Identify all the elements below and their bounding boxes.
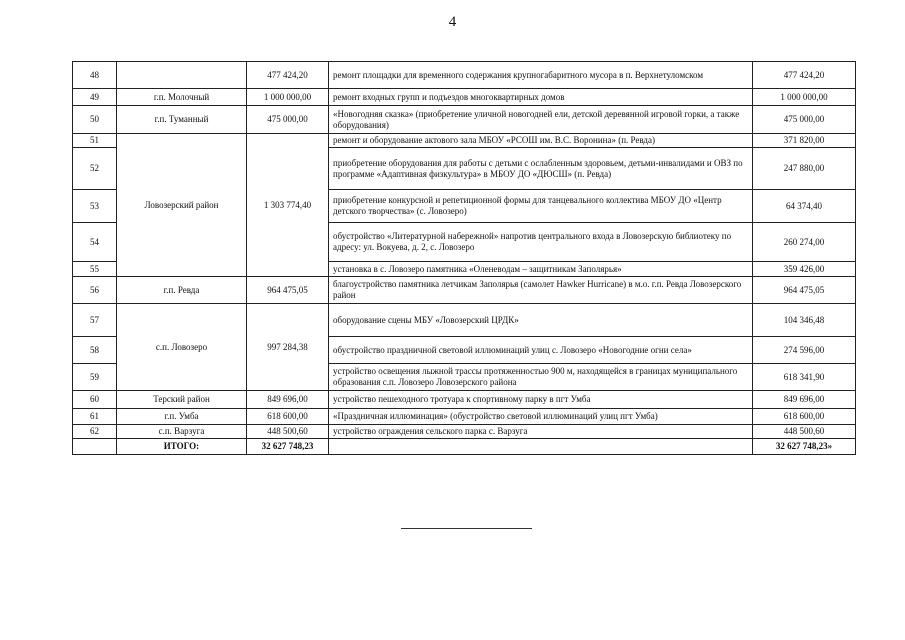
row-number: 58 (73, 337, 117, 364)
allocation-cell: 849 696,00 (247, 391, 329, 409)
allocation-cell: 964 475,05 (247, 277, 329, 304)
table-row (73, 106, 856, 134)
row-number: 48 (73, 62, 117, 89)
description-cell: устройство освещения лыжной трассы протяженностью 900 м, находящейся в границах муниципального образования с.п. Ловозеро Ловозерского района (329, 364, 753, 391)
row-number: 55 (73, 262, 117, 277)
row-number: 51 (73, 134, 117, 148)
row-number: 54 (73, 223, 117, 262)
allocation-cell: 448 500,60 (247, 425, 329, 439)
municipality-cell: Ловозерский район (117, 134, 247, 277)
table-row (73, 277, 856, 304)
allocation-cell: 1 000 000,00 (247, 89, 329, 106)
row-number: 62 (73, 425, 117, 439)
row-number: 59 (73, 364, 117, 391)
description-cell: устройство пешеходного тротуара к спортивному парку в пгт Умба (329, 391, 753, 409)
allocation-cell: 618 600,00 (247, 409, 329, 425)
municipality-cell: г.п. Туманный (117, 106, 247, 134)
amount-cell: 477 424,20 (753, 62, 856, 89)
municipality-cell (117, 62, 247, 89)
allocation-cell: 1 303 774,40 (247, 134, 329, 277)
amount-cell: 448 500,60 (753, 425, 856, 439)
amount-cell: 247 880,00 (753, 148, 856, 190)
amount-cell: 371 820,00 (753, 134, 856, 148)
description-cell: ремонт входных групп и подъездов многоквартирных домов (329, 89, 753, 106)
amount-cell: 1 000 000,00 (753, 89, 856, 106)
amount-cell: 64 374,40 (753, 190, 856, 223)
amount-cell: 274 596,00 (753, 337, 856, 364)
budget-table (72, 61, 856, 455)
total-allocation: 32 627 748,23 (247, 439, 329, 455)
table-row (73, 304, 856, 337)
amount-cell: 359 426,00 (753, 262, 856, 277)
allocation-cell: 477 424,20 (247, 62, 329, 89)
amount-cell: 618 341,90 (753, 364, 856, 391)
row-number: 50 (73, 106, 117, 134)
amount-cell: 475 000,00 (753, 106, 856, 134)
municipality-cell: с.п. Ловозеро (117, 304, 247, 391)
table-row (73, 89, 856, 106)
row-number: 53 (73, 190, 117, 223)
row-number: 61 (73, 409, 117, 425)
table-row (73, 134, 856, 148)
description-cell: оборудование сцены МБУ «Ловозерский ЦРДК» (329, 304, 753, 337)
description-cell: установка в с. Ловозеро памятника «Оленеводам – защитникам Заполярья» (329, 262, 753, 277)
row-number: 56 (73, 277, 117, 304)
municipality-cell: Терский район (117, 391, 247, 409)
allocation-cell: 997 284,38 (247, 304, 329, 391)
total-amount: 32 627 748,23» (753, 439, 856, 455)
total-row (73, 439, 856, 455)
table-row (73, 62, 856, 89)
description-cell: приобретение конкурсной и репетиционной формы для танцевального коллектива МБОУ ДО «Центр детского творчества» (с. Ловозеро) (329, 190, 753, 223)
amount-cell: 964 475,05 (753, 277, 856, 304)
municipality-cell: г.п. Ревда (117, 277, 247, 304)
description-cell: устройство ограждения сельского парка с. Варзуга (329, 425, 753, 439)
table-row (73, 409, 856, 425)
description-cell: приобретение оборудования для работы с детьми с ослабленным здоровьем, детьми-инвалидами и ОВЗ по программе «Адаптивная физкультура» в МБОУ ДО «ДЮСШ» (п. Ревда) (329, 148, 753, 190)
description-cell: ремонт и оборудование актового зала МБОУ «РСОШ им. В.С. Воронина» (п. Ревда) (329, 134, 753, 148)
description-cell: «Новогодняя сказка» (приобретение уличной новогодней ели, детской деревянной игровой горки, а также оборудования) (329, 106, 753, 134)
description-cell: обустройство «Литературной набережной» напротив центрального входа в Ловозерскую библиотеку по адресу: ул. Вокуева, д. 2, с. Ловозеро (329, 223, 753, 262)
description-cell: благоустройство памятника летчикам Заполярья (самолет Hawker Hurricane) в м.о. г.п. Ревда Ловозерского район (329, 277, 753, 304)
amount-cell: 618 600,00 (753, 409, 856, 425)
allocation-cell: 475 000,00 (247, 106, 329, 134)
total-label: ИТОГО: (117, 439, 247, 455)
municipality-cell: г.п. Умба (117, 409, 247, 425)
amount-cell: 260 274,00 (753, 223, 856, 262)
row-number: 49 (73, 89, 117, 106)
amount-cell: 104 346,48 (753, 304, 856, 337)
total-empty-cell (73, 439, 117, 455)
description-cell: ремонт площадки для временного содержания крупногабаритного мусора в п. Верхнетуломском (329, 62, 753, 89)
row-number: 57 (73, 304, 117, 337)
description-cell: обустройство праздничной световой иллюминаций улиц с. Ловозеро «Новогодние огни села» (329, 337, 753, 364)
municipality-cell: г.п. Молочный (117, 89, 247, 106)
amount-cell: 849 696,00 (753, 391, 856, 409)
table-row (73, 391, 856, 409)
description-cell: «Праздничная иллюминация» (обустройство световой иллюминаций улиц пгт Умба) (329, 409, 753, 425)
row-number: 60 (73, 391, 117, 409)
municipality-cell: с.п. Варзуга (117, 425, 247, 439)
total-description-empty (329, 439, 753, 455)
table-row (73, 425, 856, 439)
closing-rule (401, 528, 532, 529)
row-number: 52 (73, 148, 117, 190)
page-number: 4 (448, 14, 457, 30)
